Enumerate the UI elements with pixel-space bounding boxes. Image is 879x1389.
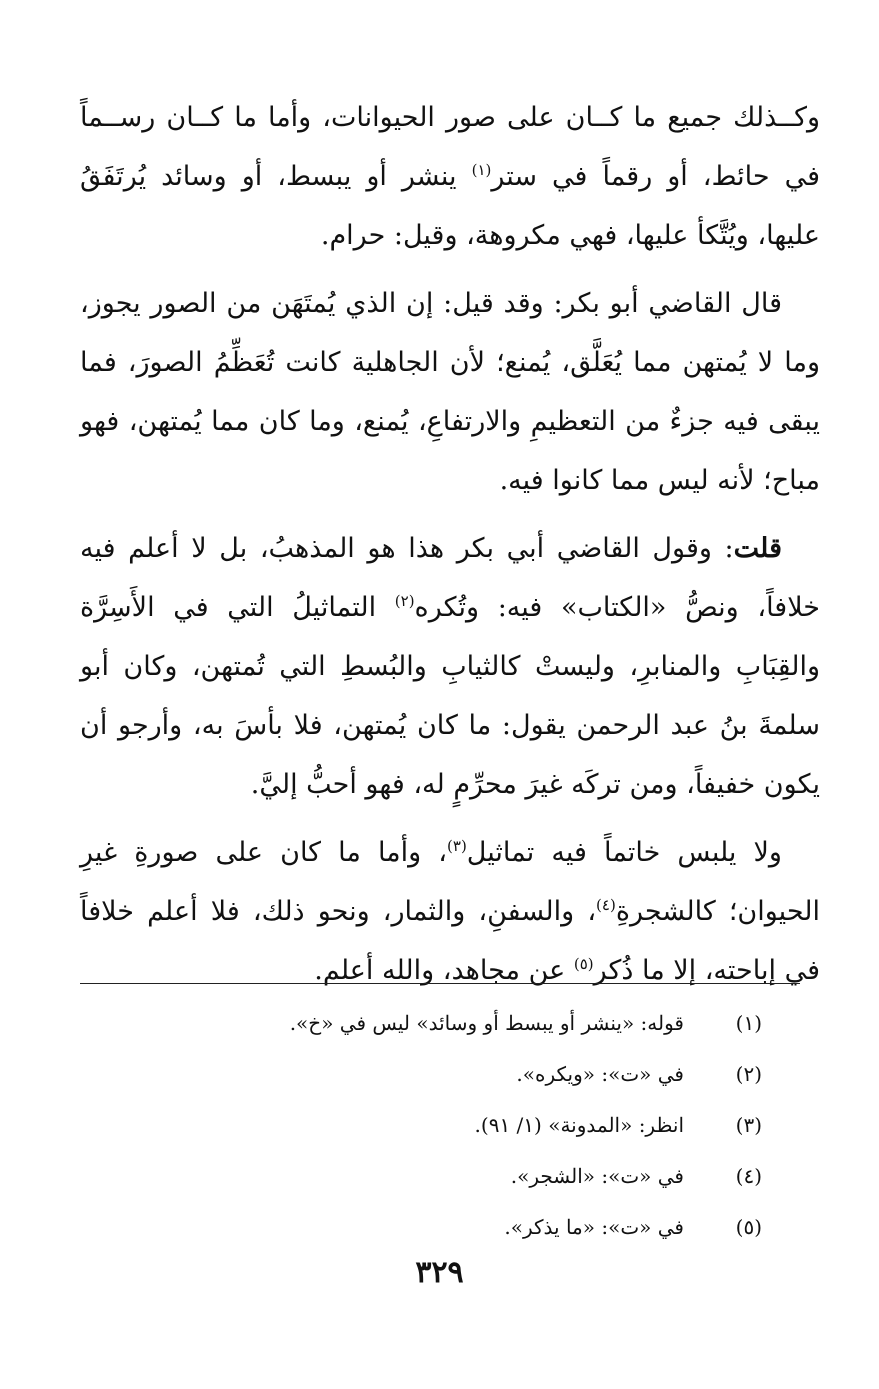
- bold-lead-in: قلت: [733, 533, 782, 564]
- paragraph-text: ولا يلبس خاتماً فيه تماثيل: [466, 837, 782, 868]
- paragraph-text: عن مجاهد، والله أعلم.: [314, 955, 574, 986]
- paragraph-4: [80, 823, 820, 1000]
- paragraph-3: [80, 519, 820, 814]
- paragraph-text: قال القاضي أبو بكر: وقد قيل: إن الذي يُمتَهَن من الصور يجوز، وما لا يُمتهن مما يُعَلَّق، يُمنع؛ لأن الجاهلية كانت تُعَظِّمُ الصورَ، فما يبقى فيه جزءٌ من التعظيمِ والارتفاعِ، يُمنع، وما كان مما يُمتهن، فهو مباح؛ لأنه ليس مما كانوا فيه.: [80, 288, 820, 496]
- footnote-number: (١): [735, 1011, 762, 1035]
- footnote-reference: (٥): [573, 955, 594, 973]
- footnote-text: انظر: «المدونة» (١/ ٩١).: [474, 1113, 684, 1137]
- footnote-item: [80, 1049, 800, 1100]
- page-body: [80, 88, 820, 1009]
- footnote-reference: (٤): [596, 896, 616, 914]
- page-number: ٣٢٩: [415, 1255, 464, 1290]
- footnote-text: قوله: «ينشر أو يبسط أو وسائد» ليس في «خ».: [289, 1011, 684, 1035]
- footnote-number: (٤): [735, 1164, 762, 1188]
- footnote-item: [80, 1100, 800, 1151]
- footnote-text: في «ت»: «ما يذكر».: [504, 1215, 684, 1239]
- paragraph-text: ، وأما ما كان على صورةِ غيرِ الحيوان؛ كالشجرةِ: [80, 837, 820, 927]
- footnote-reference: (١): [471, 161, 492, 179]
- footnote-text: في «ت»: «ويكره».: [516, 1062, 684, 1086]
- footnote-number: (٢): [735, 1062, 762, 1086]
- footnotes-list: [80, 998, 800, 1253]
- footnote-number: (٣): [735, 1113, 762, 1137]
- footnote-item: [80, 1202, 800, 1253]
- footnote-item: [80, 1151, 800, 1202]
- paragraph-text: التماثيلُ التي في الأَسِرَّة والقِبَابِ والمنابرِ، وليستْ كالثيابِ والبُسطِ التي تُمتهن، وكان أبو سلمةَ بنُ عبد الرحمن يقول: ما كان يُمتهن، فلا بأسَ به، وأرجو أن يكون خفيفاً، ومن تركَه غيرَ محرِّمٍ له، فهو أحبُّ إليَّ.: [80, 592, 820, 800]
- paragraph-text: : وقول القاضي أبي بكر هذا هو المذهبُ، بل لا أعلم فيه خلافاً، ونصُّ «الكتاب» فيه: وتُكره: [80, 533, 821, 623]
- paragraph-text: ينشر أو يبسط، أو وسائد يُرتَفَقُ عليها، ويُتَّكأ عليها، فهي مكروهة، وقيل: حرام.: [80, 161, 820, 251]
- paragraph-2: [80, 274, 820, 510]
- footnote-reference: (٣): [447, 837, 467, 855]
- footnote-divider: [80, 983, 800, 984]
- paragraph-1: [80, 88, 820, 265]
- footnote-item: [80, 998, 800, 1049]
- paragraph-text: وكــذلك جميع ما كــان على صور الحيوانات، وأما ما كــان رســماً في حائط، أو رقماً في ستر: [80, 102, 821, 192]
- paragraph-text: ، والسفنِ، والثمار، ونحو ذلك، فلا أعلم خلافاً في إباحته، إلا ما ذُكر: [80, 896, 820, 986]
- footnote-text: في «ت»: «الشجر».: [510, 1164, 684, 1188]
- footnote-reference: (٢): [394, 592, 415, 610]
- footnote-number: (٥): [735, 1215, 762, 1239]
